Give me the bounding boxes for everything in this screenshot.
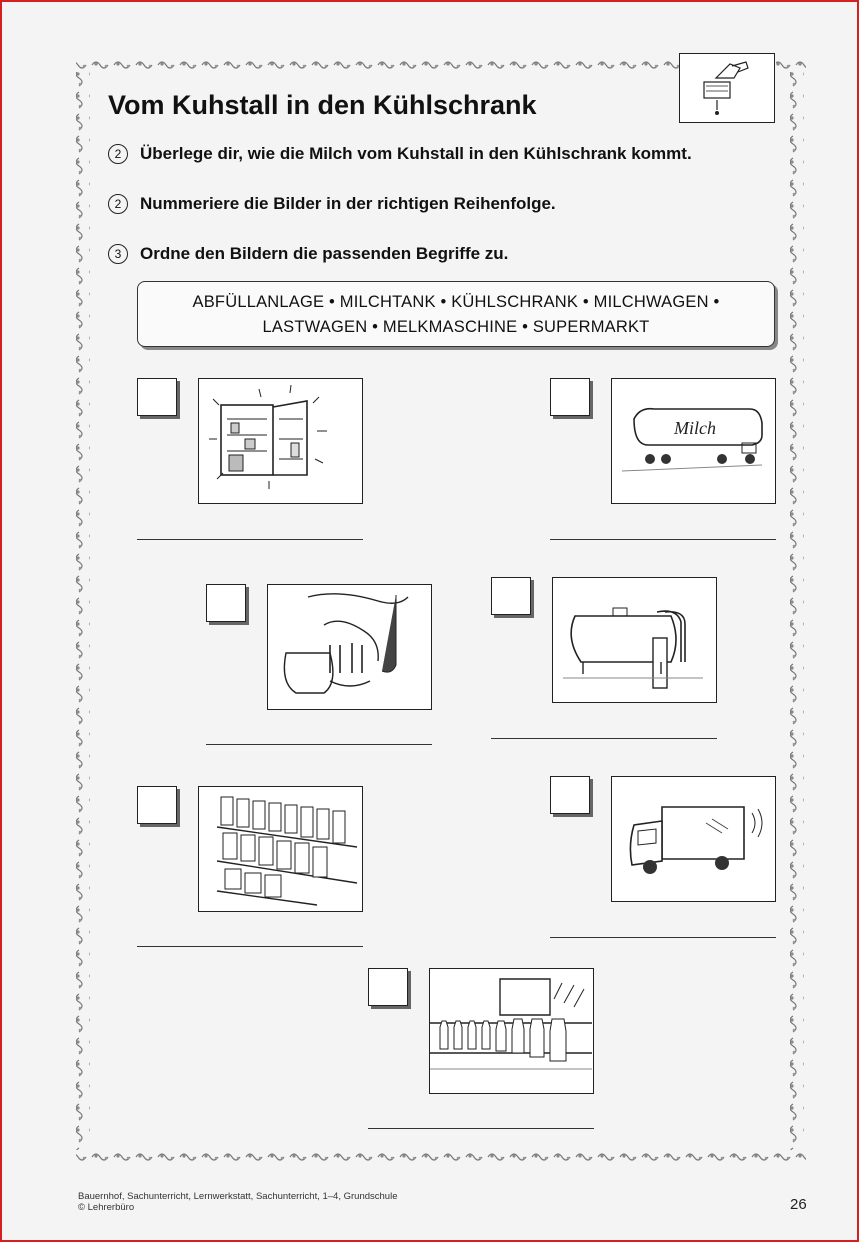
page-number: 26 bbox=[790, 1196, 807, 1213]
answer-line[interactable] bbox=[137, 946, 363, 947]
task-text: Ordne den Bildern die passenden Begriffe zu. bbox=[140, 244, 509, 263]
svg-text:Milch: Milch bbox=[674, 418, 716, 438]
task-number: 2 bbox=[108, 194, 128, 214]
fridge-icon bbox=[199, 379, 361, 502]
footer bbox=[78, 1191, 397, 1213]
task-2 bbox=[108, 194, 556, 214]
number-box-milk-tanker[interactable] bbox=[550, 378, 590, 416]
footer-source: Bauernhof, Sachunterricht, Lernwerkstatt, Sachunterricht, 1–4, Grundschule bbox=[78, 1191, 398, 1202]
task-number: 2 bbox=[108, 144, 128, 164]
task-3 bbox=[108, 244, 508, 264]
word-bank-line: ABFÜLLANLAGE • MILCHTANK • KÜHLSCHRANK • MILCHWAGEN • bbox=[192, 293, 720, 311]
picture-milk-tank bbox=[552, 577, 717, 703]
word-bank-line: LASTWAGEN • MELKMASCHINE • SUPERMARKT bbox=[262, 318, 650, 336]
task-1 bbox=[108, 144, 692, 164]
task-text: Nummeriere die Bilder in der richtigen Reihenfolge. bbox=[140, 194, 556, 213]
milk-tank-icon bbox=[553, 578, 715, 701]
milking-machine-icon bbox=[268, 585, 430, 708]
number-box-supermarket[interactable] bbox=[137, 786, 177, 824]
milk-pouring-icon bbox=[680, 54, 773, 121]
bottling-plant-icon bbox=[430, 969, 592, 1092]
supermarket-shelf-icon bbox=[199, 787, 361, 910]
answer-line[interactable] bbox=[368, 1128, 594, 1129]
picture-supermarket bbox=[198, 786, 363, 912]
number-box-truck[interactable] bbox=[550, 776, 590, 814]
word-bank bbox=[137, 281, 775, 347]
answer-line[interactable] bbox=[550, 539, 776, 540]
corner-illustration bbox=[679, 53, 775, 123]
task-number: 3 bbox=[108, 244, 128, 264]
answer-line[interactable] bbox=[206, 744, 432, 745]
answer-line[interactable] bbox=[550, 937, 776, 938]
picture-milking-machine bbox=[267, 584, 432, 710]
answer-line[interactable] bbox=[491, 738, 717, 739]
page-title: Vom Kuhstall in den Kühlschrank bbox=[108, 90, 537, 120]
answer-line[interactable] bbox=[137, 539, 363, 540]
footer-copyright: © Lehrerbüro bbox=[78, 1202, 135, 1213]
task-text: Überlege dir, wie die Milch vom Kuhstall in den Kühlschrank kommt. bbox=[140, 144, 692, 163]
number-box-bottling-plant[interactable] bbox=[368, 968, 408, 1006]
milk-tanker-truck-icon bbox=[612, 379, 774, 502]
truck-icon bbox=[612, 777, 774, 900]
picture-truck bbox=[611, 776, 776, 902]
number-box-milking-machine[interactable] bbox=[206, 584, 246, 622]
picture-milk-tanker bbox=[611, 378, 776, 504]
picture-fridge bbox=[198, 378, 363, 504]
number-box-milk-tank[interactable] bbox=[491, 577, 531, 615]
number-box-fridge[interactable] bbox=[137, 378, 177, 416]
picture-bottling-plant bbox=[429, 968, 594, 1094]
